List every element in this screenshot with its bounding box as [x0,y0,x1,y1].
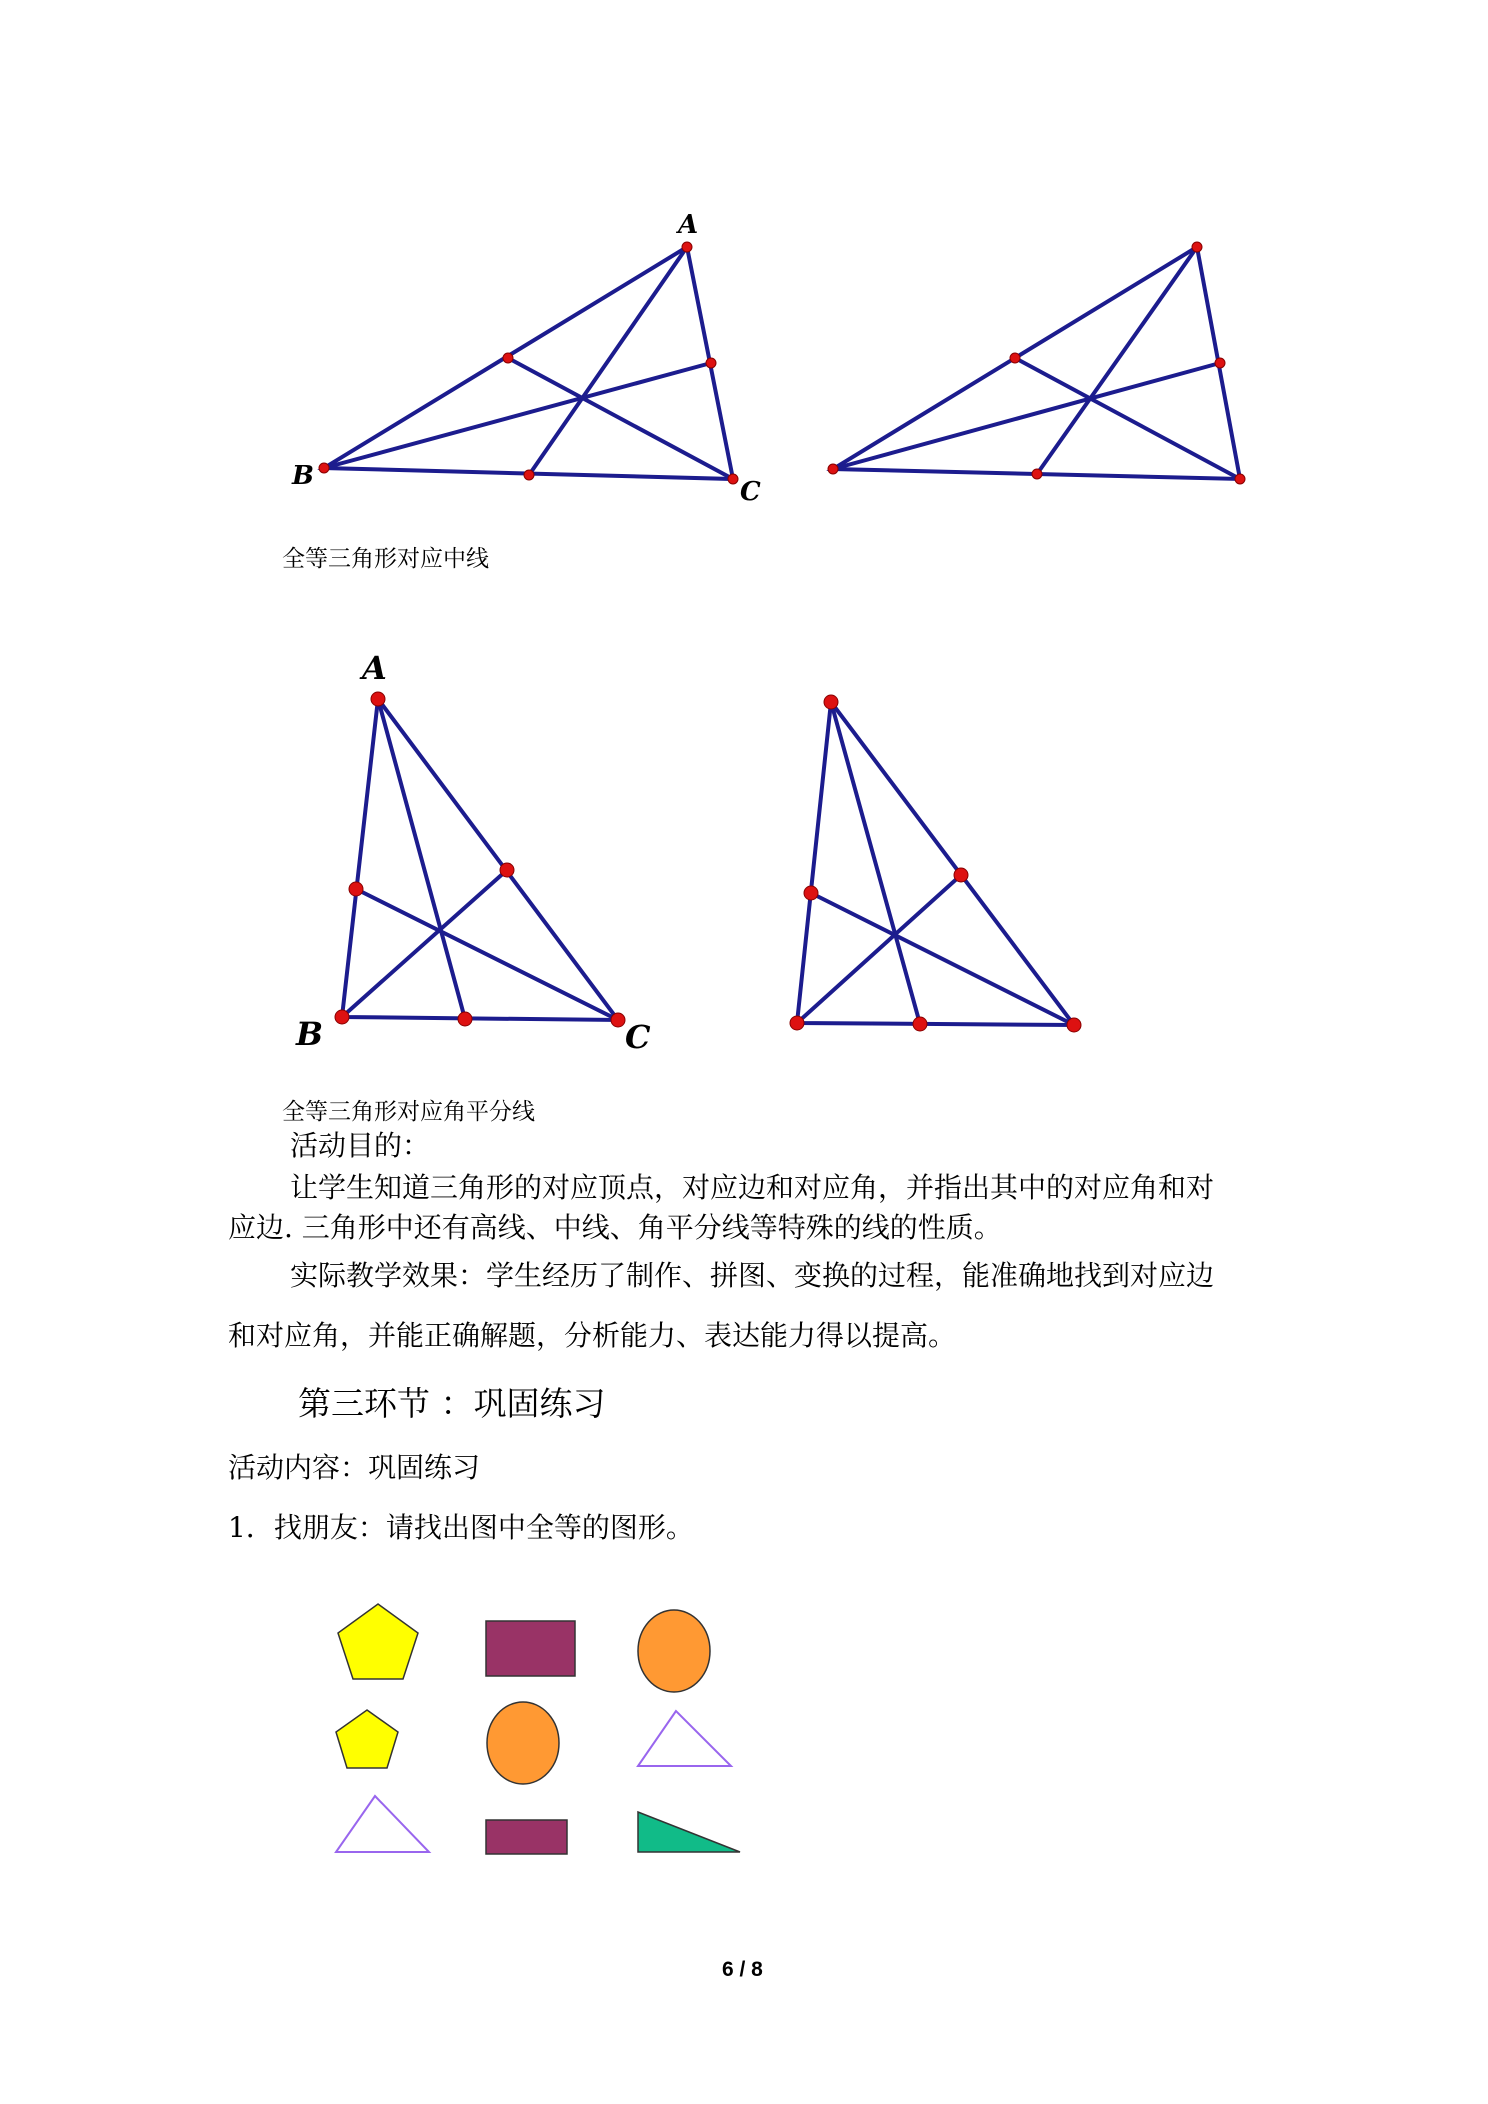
bisector-triangle-labeled [295,649,651,1056]
median-triangle-labeled [291,210,761,507]
vertex-label-a: A [362,649,387,687]
activity-goal-title: 活动目的： [290,1129,431,1162]
shapes-figure [320,1590,760,1870]
bisectors-figure [280,645,1100,1065]
vertex-label-c: C [625,1018,651,1056]
activity-goal-line-1: 让学生知道三角形的对应顶点，对应边和对应角，并指出其中的对应角和对 [290,1171,1215,1204]
triangle-outline-middle [638,1711,731,1766]
triangle-outline-bottom [336,1796,429,1852]
activity-goal-line-2: 应边. 三角形中还有高线、中线、角平分线等特殊的线的性质。 [228,1211,1002,1244]
vertex-label-b: B [292,461,314,491]
right-triangle-filled [638,1812,740,1852]
rectangle-small [486,1820,567,1854]
vertex-label-a: A [678,210,699,240]
bisector-triangle-copy [790,695,1081,1032]
pentagon-small [336,1710,398,1768]
section-heading: 第三环节 ：巩固练习 [298,1384,606,1423]
effect-line-1: 实际教学效果：学生经历了制作、拼图、变换的过程，能准确地找到对应边 [290,1259,1215,1292]
median-triangle-copy [828,242,1245,484]
circle-middle [487,1702,559,1784]
medians-figure [280,195,1260,515]
vertex-label-b: B [296,1015,324,1053]
activity-content-label: 活动内容：巩固练习 [228,1451,481,1484]
bisectors-caption: 全等三角形对应角平分线 [282,1099,535,1125]
medians-caption: 全等三角形对应中线 [282,546,489,572]
page-number: 6 / 8 [722,1958,763,1981]
task-1-text: 1．找朋友：请找出图中全等的图形。 [228,1511,694,1544]
effect-line-2: 和对应角，并能正确解题，分析能力、表达能力得以提高。 [228,1319,957,1352]
rectangle-large [486,1621,575,1676]
vertex-label-c: C [740,477,761,507]
pentagon-large [338,1604,418,1679]
circle-top [638,1610,710,1692]
